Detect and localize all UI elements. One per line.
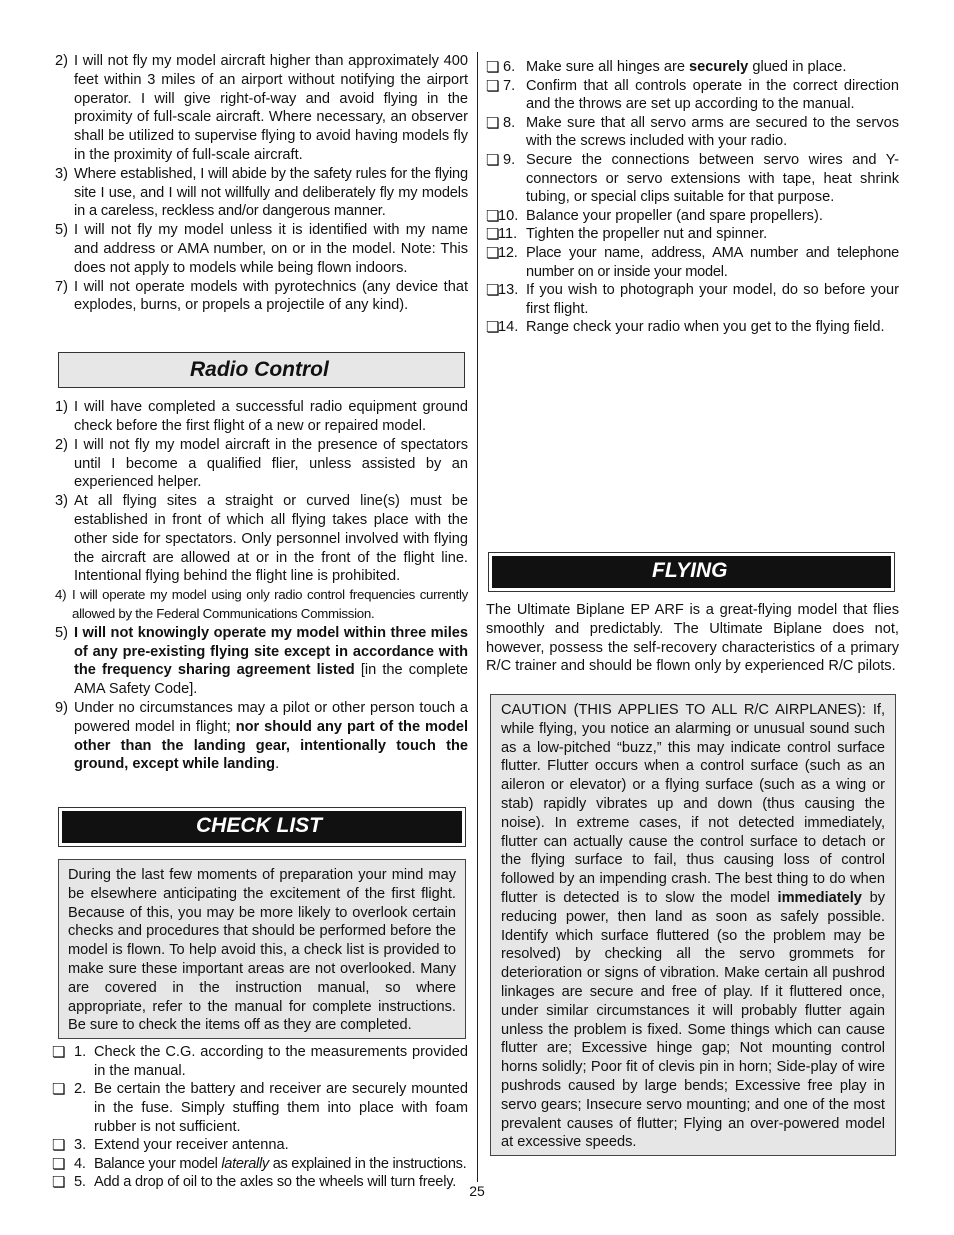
safety-rules-continued: [52, 52, 468, 315]
radio-control-list: [52, 398, 468, 774]
checkbox-icon[interactable]: ❏: [486, 59, 500, 76]
checklist-item: ❏ 12. Place your name, address, AMA number and telephone number on or inside your model.: [486, 244, 899, 280]
flying-header: [488, 552, 895, 592]
checkbox-icon[interactable]: ❏: [486, 244, 500, 262]
checklist-right: [486, 58, 899, 337]
left-column: [52, 52, 468, 1192]
column-divider: [477, 52, 478, 1182]
checkbox-icon[interactable]: ❏: [52, 1044, 66, 1062]
radio-item-text: Under no circumstances may a pilot or other person touch a powered model in flight; nor should any part of the model other than the landing gear, intentionally touch the ground, except while landing.: [74, 699, 468, 773]
rule-text: I will not operate models with pyrotechnics (any device that explodes, burns, or propels a projectile of any kind).: [74, 278, 468, 314]
checkbox-icon[interactable]: ❏: [486, 319, 500, 337]
checklist-item: ❏ 14. Range check your radio when you get to the flying field.: [486, 319, 885, 337]
checklist-item: ❏ 3. Extend your receiver antenna.: [52, 1137, 289, 1155]
radio-item-text: I will not fly my model aircraft in the presence of spectators until I become a qualified flier, unless assisted by an experienced helper.: [74, 436, 468, 491]
rule-text: Where established, I will abide by the safety rules for the flying site I use, and I will not willfully and deliberately fly my models in a careless, reckless and/or dangerous manner.: [74, 165, 468, 220]
radio-item: 4) I will operate my model using only radio control frequencies currently allowed by the Federal Communications Commission.: [52, 586, 468, 624]
checkbox-icon[interactable]: ❏: [486, 114, 500, 132]
radio-item-text: I will have completed a successful radio equipment ground check before the first flight of a new or repaired model.: [74, 399, 468, 434]
checklist-item: ❏ 7. Confirm that all controls operate in the correct direction and the throws are set up according to the manual.: [486, 77, 899, 113]
checkbox-icon[interactable]: ❏: [486, 151, 500, 169]
checklist-left: [52, 1043, 468, 1192]
checklist-intro-box: [58, 859, 466, 1039]
section-title: FLYING: [652, 558, 728, 582]
rule-item: 2) I will not fly my model aircraft higher than approximately 400 feet within 3 miles of an airport without notifying the airport operator. I will give right-of-way and avoid flying in the proximity of full-scale aircraft. Where necessary, an observer shall be utilized to supervise flying to avoid having models fly in the proximity of full-scale aircraft.: [55, 53, 468, 163]
radio-item: 2) I will not fly my model aircraft in the presence of spectators until I become a qualified flier, unless assisted by an experienced helper.: [55, 436, 468, 491]
flying-intro-text: The Ultimate Biplane EP ARF is a great-flying model that flies smoothly and predictably. The Ultimate Biplane does not, however, possess the self-recovery characteristics of a primary R/C trainer and should be flown only by experienced R/C pilots.: [486, 601, 899, 675]
section-title: Radio Control: [190, 358, 329, 382]
checklist-item: ❏ 4. Balance your model laterally as explained in the instructions.: [52, 1155, 467, 1173]
checklist-item: ❏ 11. Tighten the propeller nut and spinner.: [486, 226, 768, 244]
checkbox-icon[interactable]: ❏: [486, 282, 500, 300]
checkbox-icon[interactable]: ❏: [52, 1137, 66, 1155]
radio-item: 5) I will not knowingly operate my model within three miles of any pre-existing flying site except in accordance with the frequency sharing agreement listed [in the complete AMA Safety Code].: [55, 624, 468, 698]
right-column: [486, 58, 899, 1156]
radio-item: 9) Under no circumstances may a pilot or other person touch a powered model in flight; nor should any part of the model other than the landing gear, intentionally touch the ground, except while landing.: [55, 699, 468, 773]
checklist-item: ❏ 10. Balance your propeller (and spare propellers).: [486, 207, 823, 225]
page-number: 25: [469, 1183, 485, 1199]
checklist-item: ❏ 6. Make sure all hinges are securely glued in place.: [486, 59, 847, 76]
checkbox-icon[interactable]: ❏: [486, 77, 500, 95]
radio-item: 3) At all flying sites a straight or curved line(s) must be established in front of which all flying takes place with the other side for spectators. Only personnel involved with flying the aircraft are allowed at or in the front of the flight line. Intentional flying behind the flight line is prohibited.: [55, 493, 468, 585]
radio-item-text: I will not knowingly operate my model within three miles of any pre-existing flying site except in accordance with the frequency sharing agreement listed [in the complete AMA Safety Code].: [74, 624, 468, 698]
checkbox-icon[interactable]: ❏: [52, 1081, 66, 1099]
checklist-item: ❏ 8. Make sure that all servo arms are secured to the servos with the screws included with your radio.: [486, 114, 899, 150]
checkbox-icon[interactable]: ❏: [486, 207, 500, 225]
radio-control-header: [58, 352, 465, 388]
checkbox-icon[interactable]: ❏: [52, 1174, 66, 1192]
check-list-header: [58, 807, 466, 847]
rule-text: I will not fly my model aircraft higher than approximately 400 feet within 3 miles of an airport without notifying the airport operator. I will give right-of-way and avoid flying in the proximity of full-scale aircraft. Where necessary, an observer shall be utilized to supervise flying to avoid having models fly in the proximity of full-scale aircraft.: [74, 53, 468, 163]
section-title: CHECK LIST: [196, 814, 322, 838]
radio-item: 1) I will have completed a successful radio equipment ground check before the first flight of a new or repaired model.: [55, 399, 468, 434]
checklist-item: ❏ 13. If you wish to photograph your model, do so before your first flight.: [486, 282, 899, 317]
checklist-item: ❏ 9. Secure the connections between servo wires and Y-connectors or servo extensions with tape, heat shrink tubing, or special clips suitable for that purpose.: [486, 151, 899, 206]
checklist-item: ❏ 5. Add a drop of oil to the axles so the wheels will turn freely.: [52, 1174, 457, 1192]
rule-item: 7) I will not operate models with pyrotechnics (any device that explodes, burns, or propels a projectile of any kind).: [55, 278, 468, 314]
rule-item: 3) Where established, I will abide by the safety rules for the flying site I use, and I will not willfully and deliberately fly my models in a careless, reckless and/or dangerous manner.: [55, 165, 468, 220]
radio-item-text: I will operate my model using only radio control frequencies currently allowed by the Federal Communications Commission.: [72, 587, 468, 621]
checklist-item: ❏ 1. Check the C.G. according to the measurements provided in the manual.: [52, 1044, 468, 1079]
checklist-intro-text: During the last few moments of preparation your mind may be elsewhere anticipating the excitement of the first flight. Because of this, you may be more likely to overlook certain checks and procedures that should be performed before the model is flown. To help avoid this, a check list is provided to make sure these important areas are not overlooked. Many are covered in the instruction manual, so where appropriate, refer to the manual for complete instructions. Be sure to check the items off as they are completed.: [68, 867, 456, 1034]
rule-text: I will not fly my model unless it is identified with my name and address or AMA number, on or in the model. Note: This does not apply to models while being flown indoors.: [74, 222, 468, 276]
radio-item-text: At all flying sites a straight or curved line(s) must be established in front of which all flying takes place with the other side for spectators. Only personnel involved with flying the aircraft are allowed at or in the front of the flight line. Intentional flying behind the flight line is prohibited.: [74, 493, 468, 585]
checkbox-icon[interactable]: ❏: [52, 1155, 66, 1173]
checklist-item: ❏ 2. Be certain the battery and receiver are securely mounted in the fuse. Simply stuffing them into place with foam rubber is not sufficient.: [52, 1081, 468, 1135]
caution-text: CAUTION (THIS APPLIES TO ALL R/C AIRPLANES): If, while flying, you notice an alarming or unusual sound such as a low-pitched “buzz,” this may indicate control surface flutter. Flutter occurs when a control surface (such as an aileron or elevator) or a flying surface (such as a wing or stab) rapidly vibrates up and down (thus causing the noise). In extreme cases, if not detected immediately, flutter can actually cause the control surface to detach or the flying surface to fail, thus causing loss of control followed by an impending crash. The best thing to do when flutter is detected is to slow the model immediately by reducing power, then land as soon as safely possible. Identify which surface fluttered (so the problem may be resolved) by checking all the servo grommets for deterioration or signs of vibration. Make certain all pushrod linkages are secure and free of play. If it fluttered once, under similar circumstances it will probably flutter again unless the problem is fixed. Some things which can cause flutter are; Excessive hinge gap; Not mounting control horns solidly; Poor fit of clevis pin in horn; Side-play of wire pushrods caused by large bends; Excessive free play in servo gears; Insecure servo mounting; and one of the most prevalent causes of flutter; Flying an over-powered model at excessive speeds.: [501, 702, 885, 1151]
rule-item: 5) I will not fly my model unless it is identified with my name and address or AMA number, on or in the model. Note: This does not apply to models while being flown indoors.: [55, 222, 468, 276]
checkbox-icon[interactable]: ❏: [486, 226, 500, 244]
caution-box: [490, 694, 896, 1156]
